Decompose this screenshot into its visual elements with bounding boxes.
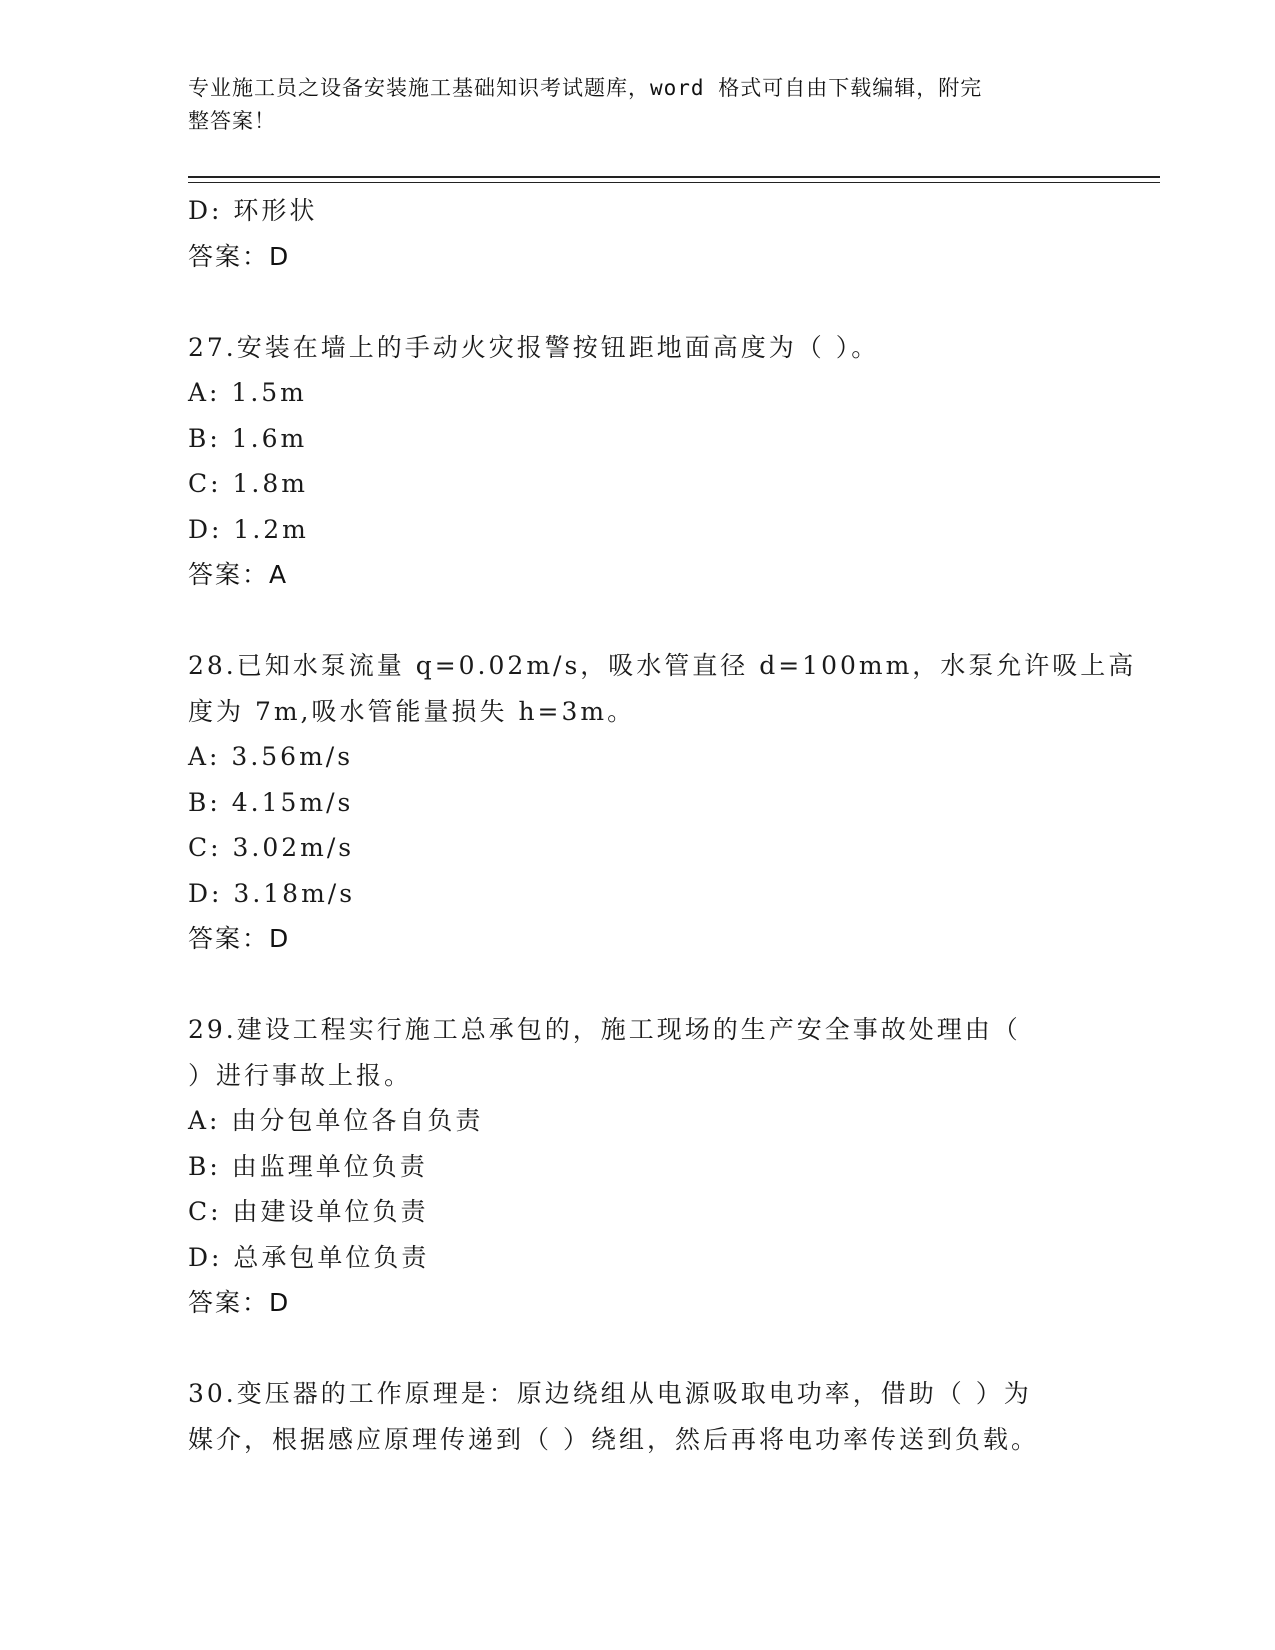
- option-a: A: 1.5m: [188, 378, 307, 407]
- question-text-line-2: 媒介，根据感应原理传递到（ ）绕组，然后再将电功率传送到负载。: [188, 1424, 1039, 1454]
- option-d: D: 1.2m: [188, 514, 309, 544]
- question-29: [188, 1007, 1088, 1326]
- spacer: [188, 598, 1088, 644]
- question-text: 27.安装在墙上的手动火灾报警按钮距地面高度为（ ）。: [188, 332, 880, 362]
- option-c: C: 1.8m: [188, 469, 308, 498]
- header-divider: [188, 176, 1160, 178]
- option-a: A: 由分包单位各自负责: [188, 1106, 484, 1135]
- answer: 答案：D: [188, 924, 291, 953]
- option-c: C: 由建设单位负责: [188, 1197, 429, 1226]
- question-list: [188, 188, 1137, 1462]
- answer: 答案：D: [188, 1288, 291, 1317]
- question-text-line-1: 30.变压器的工作原理是：原边绕组从电源吸取电功率，借助（ ）为: [188, 1379, 1032, 1408]
- question-27: [188, 325, 1088, 598]
- header-divider-thin: [188, 182, 1160, 183]
- question-text-line-2: 度为 7m,吸水管能量损失 h=3m。: [188, 696, 636, 726]
- answer: 答案：A: [188, 560, 289, 589]
- prev-option-d: D: 环形状: [188, 196, 318, 225]
- question-text-line-2: ）进行事故上报。: [188, 1060, 413, 1090]
- option-b: B: 1.6m: [188, 423, 308, 453]
- option-c: C: 3.02m/s: [188, 833, 355, 862]
- option-a: A: 3.56m/s: [188, 742, 354, 771]
- question-30: [188, 1371, 1088, 1462]
- question-text-line-1: 29.建设工程实行施工总承包的，施工现场的生产安全事故处理由（: [188, 1015, 1021, 1044]
- option-d: D: 3.18m/s: [188, 878, 356, 908]
- spacer: [188, 1326, 1088, 1372]
- option-d: D: 总承包单位负责: [188, 1242, 430, 1272]
- question-28: [188, 643, 1137, 962]
- option-b: B: 4.15m/s: [188, 787, 354, 817]
- spacer: [188, 962, 1088, 1008]
- spacer: [188, 279, 1088, 325]
- option-b: B: 由监理单位负责: [188, 1151, 428, 1181]
- prev-answer: 答案：D: [188, 241, 291, 271]
- question-text-line-1: 28.已知水泵流量 q=0.02m/s，吸水管直径 d=100mm，水泵允许吸上高: [188, 651, 1137, 680]
- header-line-1: 专业施工员之设备安装施工基础知识考试题库，word 格式可自由下载编辑，附完: [188, 76, 983, 100]
- page-header: [188, 72, 1068, 138]
- header-line-2: 整答案！: [188, 109, 276, 133]
